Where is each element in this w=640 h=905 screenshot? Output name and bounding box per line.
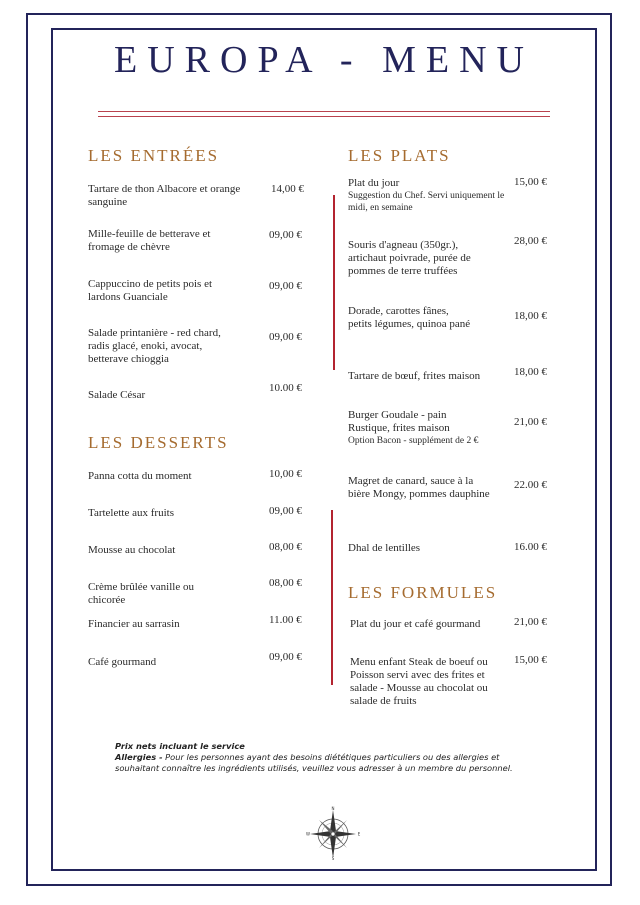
entree-price: 09,00 €: [269, 280, 302, 292]
allergies-label: Allergies -: [115, 752, 163, 762]
dessert-price: 09,00 €: [269, 651, 302, 663]
dessert-item: Mousse au chocolat: [88, 544, 176, 556]
entree-item: Mille-feuille de betterave et fromage de chèvre: [88, 228, 211, 253]
plat-price: 21,00 €: [514, 416, 547, 428]
plat-note: Suggestion du Chef. Servi uniquement le midi, en semaine: [348, 191, 505, 213]
plat-price: 18,00 €: [514, 310, 547, 322]
dessert-item: Crème brûlée vanille ou chicorée: [88, 581, 194, 606]
formule-item: Plat du jour et café gourmand: [350, 618, 481, 630]
allergies-text: Pour les personnes ayant des besoins diététiques particuliers ou des allergies et souhaitant connaître les ingrédients utilisés, veuillez vous adresser à un membre du personnel.: [115, 752, 513, 773]
dessert-price: 09,00 €: [269, 505, 302, 517]
section-desserts-heading: LES DESSERTS: [88, 433, 229, 452]
entree-item: Tartare de thon Albacore et orange sanguine: [88, 183, 241, 208]
plat-item: [348, 409, 508, 447]
entree-item: Salade César: [88, 389, 146, 401]
column-divider-upper: [333, 195, 335, 370]
footer-notes: [115, 741, 525, 774]
net-prices-note: Prix nets incluant le service: [115, 741, 245, 751]
plat-note: Option Bacon - supplément de 2 €: [348, 436, 479, 446]
entree-item: Salade printanière - red chard, radis glacé, enoki, avocat, betterave chioggia: [88, 327, 221, 365]
entree-item: Cappuccino de petits pois et lardons Guanciale: [88, 278, 213, 303]
dessert-price: 08,00 €: [269, 577, 302, 589]
plat-item: Dorade, carottes fânes, petits légumes, quinoa pané: [348, 305, 471, 330]
dessert-item: Café gourmand: [88, 656, 157, 668]
plat-item: Magret de canard, sauce à la bière Mongy, pommes dauphine: [348, 475, 490, 500]
plat-price: 22.00 €: [514, 479, 547, 491]
entree-price: 09,00 €: [269, 331, 302, 343]
plat-item: Tartare de bœuf, frites maison: [348, 370, 481, 382]
entree-price: 14,00 €: [271, 183, 304, 195]
menu-title: EUROPA - MENU: [114, 39, 534, 81]
dessert-item: Panna cotta du moment: [88, 470, 192, 482]
plat-item: [348, 177, 508, 214]
plat-item: Dhal de lentilles: [348, 542, 421, 554]
section-formules-heading: LES FORMULES: [348, 583, 498, 602]
entree-price: 10.00 €: [269, 382, 302, 394]
plat-price: 16.00 €: [514, 541, 547, 553]
dessert-price: 08,00 €: [269, 541, 302, 553]
compass-w: W: [306, 831, 310, 837]
section-entrees-heading: LES ENTRÉES: [88, 146, 220, 165]
plat-price: 28,00 €: [514, 235, 547, 247]
column-divider-lower: [331, 510, 333, 685]
plat-price: 15,00 €: [514, 176, 547, 188]
formule-price: 15,00 €: [514, 654, 547, 666]
plat-price: 18,00 €: [514, 366, 547, 378]
dessert-price: 11.00 €: [269, 614, 302, 626]
formule-item: Menu enfant Steak de boeuf ou Poisson servi avec des frites et salade - Mousse au chocolat ou salade de fruits: [350, 656, 488, 707]
compass-rose-icon: [306, 806, 360, 860]
dessert-price: 10,00 €: [269, 468, 302, 480]
plat-item: Souris d'agneau (350gr.), artichaut poivrade, purée de pommes de terre truffées: [348, 239, 471, 277]
dessert-item: Financier au sarrasin: [88, 618, 180, 630]
plat-name: Plat du jour: [348, 177, 400, 189]
title-rule-top: [98, 111, 550, 112]
dessert-item: Tartelette aux fruits: [88, 507, 174, 519]
entree-price: 09,00 €: [269, 229, 302, 241]
compass-e: E: [357, 831, 361, 837]
plat-name: Burger Goudale - pain Rustique, frites maison: [348, 409, 450, 434]
compass-s: S: [331, 856, 335, 861]
allergies-note: [115, 752, 525, 774]
compass-n: N: [331, 806, 335, 811]
formule-price: 21,00 €: [514, 616, 547, 628]
title-rule-bottom: [98, 116, 550, 117]
section-plats-heading: LES PLATS: [348, 146, 451, 165]
